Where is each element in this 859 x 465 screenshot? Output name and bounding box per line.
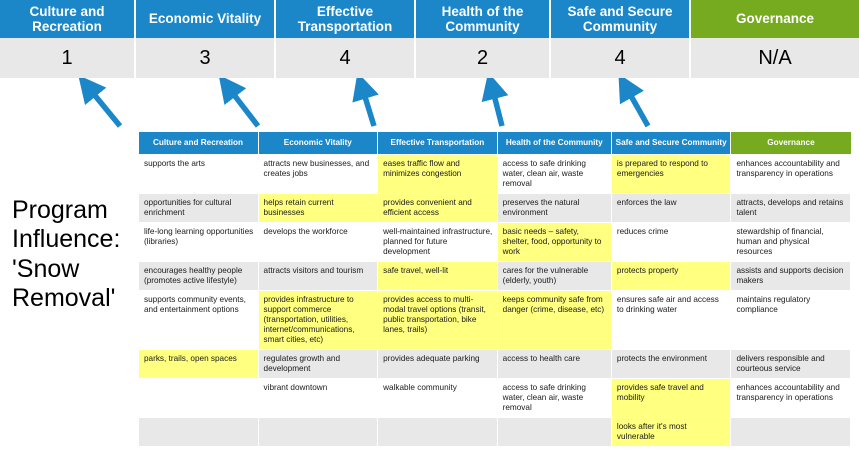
matrix-cell-r4-c1: provides infrastructure to support commerce (transportation, utilities, internet/communications, smart cities, etc) (258, 290, 378, 349)
matrix-column-header-4: Safe and Secure Community (611, 132, 731, 154)
matrix-cell-r0-c5: enhances accountability and transparency in operations (731, 154, 851, 193)
matrix-cell-r7-c5 (731, 417, 851, 446)
arrows-svg (0, 78, 859, 136)
strategic-priorities-header-bar (0, 0, 859, 38)
matrix-row (139, 193, 851, 222)
matrix-cell-r0-c3: access to safe drinking water, clean air, waste removal (497, 154, 611, 193)
matrix-cell-r4-c4: ensures safe air and access to drinking water (611, 290, 731, 349)
matrix-cell-r7-c4: looks after it's most vulnerable (611, 417, 731, 446)
priority-header-4: Safe and Secure Community (551, 0, 691, 38)
priority-header-0: Culture and Recreation (0, 0, 136, 38)
priority-header-3: Health of the Community (416, 0, 551, 38)
matrix-body (139, 154, 851, 446)
program-influence-caption (12, 196, 140, 313)
arrow-health-community (492, 87, 502, 126)
matrix-header-row (139, 132, 851, 154)
matrix-cell-r5-c3: access to health care (497, 349, 611, 378)
matrix-cell-r1-c2: provides convenient and efficient access (378, 193, 498, 222)
matrix-cell-r0-c1: attracts new businesses, and creates jobs (258, 154, 378, 193)
caption-line-2: Influence: (12, 225, 121, 254)
matrix-column-header-2: Effective Transportation (378, 132, 498, 154)
matrix-cell-r5-c2: provides adequate parking (378, 349, 498, 378)
priority-score-1: 3 (136, 38, 276, 78)
matrix-cell-r2-c0: life-long learning opportunities (libraries) (139, 222, 259, 261)
matrix-cell-r3-c3: cares for the vulnerable (elderly, youth) (497, 261, 611, 290)
matrix-cell-r4-c2: provides access to multi-modal travel options (transit, public transportation, bike lanes, trails) (378, 290, 498, 349)
priority-score-bar (0, 38, 859, 78)
matrix-cell-r4-c3: keeps community safe from danger (crime, disease, etc) (497, 290, 611, 349)
matrix-cell-r5-c5: delivers responsible and courteous service (731, 349, 851, 378)
matrix-cell-r7-c0 (139, 417, 259, 446)
matrix-cell-r3-c5: assists and supports decision makers (731, 261, 851, 290)
priority-score-4: 4 (551, 38, 691, 78)
arrow-culture-recreation (88, 87, 120, 126)
matrix-cell-r6-c4: provides safe travel and mobility (611, 378, 731, 417)
matrix-cell-r0-c2: eases traffic flow and minimizes congestion (378, 154, 498, 193)
matrix-cell-r7-c3 (497, 417, 611, 446)
matrix-cell-r3-c1: attracts visitors and tourism (258, 261, 378, 290)
matrix-cell-r4-c5: maintains regulatory compliance (731, 290, 851, 349)
matrix-column-header-0: Culture and Recreation (139, 132, 259, 154)
matrix-cell-r2-c1: develops the workforce (258, 222, 378, 261)
matrix-cell-r5-c0: parks, trails, open spaces (139, 349, 259, 378)
arrow-effective-transportation (362, 87, 374, 126)
matrix-cell-r6-c2: walkable community (378, 378, 498, 417)
matrix-row (139, 154, 851, 193)
caption-line-1: Program (12, 196, 108, 224)
matrix-cell-r1-c3: preserves the natural environment (497, 193, 611, 222)
matrix-cell-r1-c4: enforces the law (611, 193, 731, 222)
priority-score-5: N/A (758, 46, 792, 69)
priority-score-0: 1 (0, 38, 136, 78)
matrix-row (139, 417, 851, 446)
matrix-cell-r2-c2: well-maintained infrastructure, planned for future development (378, 222, 498, 261)
priority-header-1: Economic Vitality (136, 0, 276, 38)
matrix-cell-r1-c1: helps retain current businesses (258, 193, 378, 222)
caption-line-3: 'Snow (12, 254, 80, 283)
matrix-cell-r2-c5: stewardship of financial, human and physical resources (731, 222, 851, 261)
arrow-safe-secure-community (626, 87, 648, 126)
matrix-column-header-1: Economic Vitality (258, 132, 378, 154)
matrix-column-header-3: Health of the Community (497, 132, 611, 154)
priority-score-2: 4 (276, 38, 416, 78)
matrix-row (139, 290, 851, 349)
matrix-row (139, 378, 851, 417)
matrix-row (139, 261, 851, 290)
priority-header-5: Governance (691, 0, 859, 38)
priority-score-3: 2 (416, 38, 551, 78)
matrix-cell-r7-c2 (378, 417, 498, 446)
matrix-cell-r2-c3: basic needs – safety, shelter, food, opportunity to work (497, 222, 611, 261)
matrix-cell-r3-c4: protects property (611, 261, 731, 290)
matrix-cell-r5-c1: regulates growth and development (258, 349, 378, 378)
matrix-cell-r3-c0: encourages healthy people (promotes active lifestyle) (139, 261, 259, 290)
matrix-column-header-5: Governance (731, 132, 851, 154)
priority-statements-matrix (138, 132, 851, 447)
matrix-cell-r4-c0: supports community events, and entertainment options (139, 290, 259, 349)
matrix-row (139, 222, 851, 261)
matrix-cell-r5-c4: protects the environment (611, 349, 731, 378)
priority-header-2: Effective Transportation (276, 0, 416, 38)
matrix-cell-r1-c5: attracts, develops and retains talent (731, 193, 851, 222)
matrix-cell-r0-c0: supports the arts (139, 154, 259, 193)
caption-line-4: Removal' (12, 283, 116, 312)
matrix-cell-r2-c4: reduces crime (611, 222, 731, 261)
matrix-cell-r6-c5: enhances accountability and transparency in operations (731, 378, 851, 417)
matrix-cell-r6-c3: access to safe drinking water, clean air, waste removal (497, 378, 611, 417)
matrix-cell-r1-c0: opportunities for cultural enrichment (139, 193, 259, 222)
matrix-cell-r6-c1: vibrant downtown (258, 378, 378, 417)
matrix-cell-r3-c2: safe travel, well-lit (378, 261, 498, 290)
arrow-connectors (0, 78, 859, 136)
matrix-cell-r7-c1 (258, 417, 378, 446)
matrix-cell-r0-c4: is prepared to respond to emergencies (611, 154, 731, 193)
matrix-row (139, 349, 851, 378)
matrix-cell-r6-c0 (139, 378, 259, 417)
arrow-economic-vitality (228, 87, 258, 126)
